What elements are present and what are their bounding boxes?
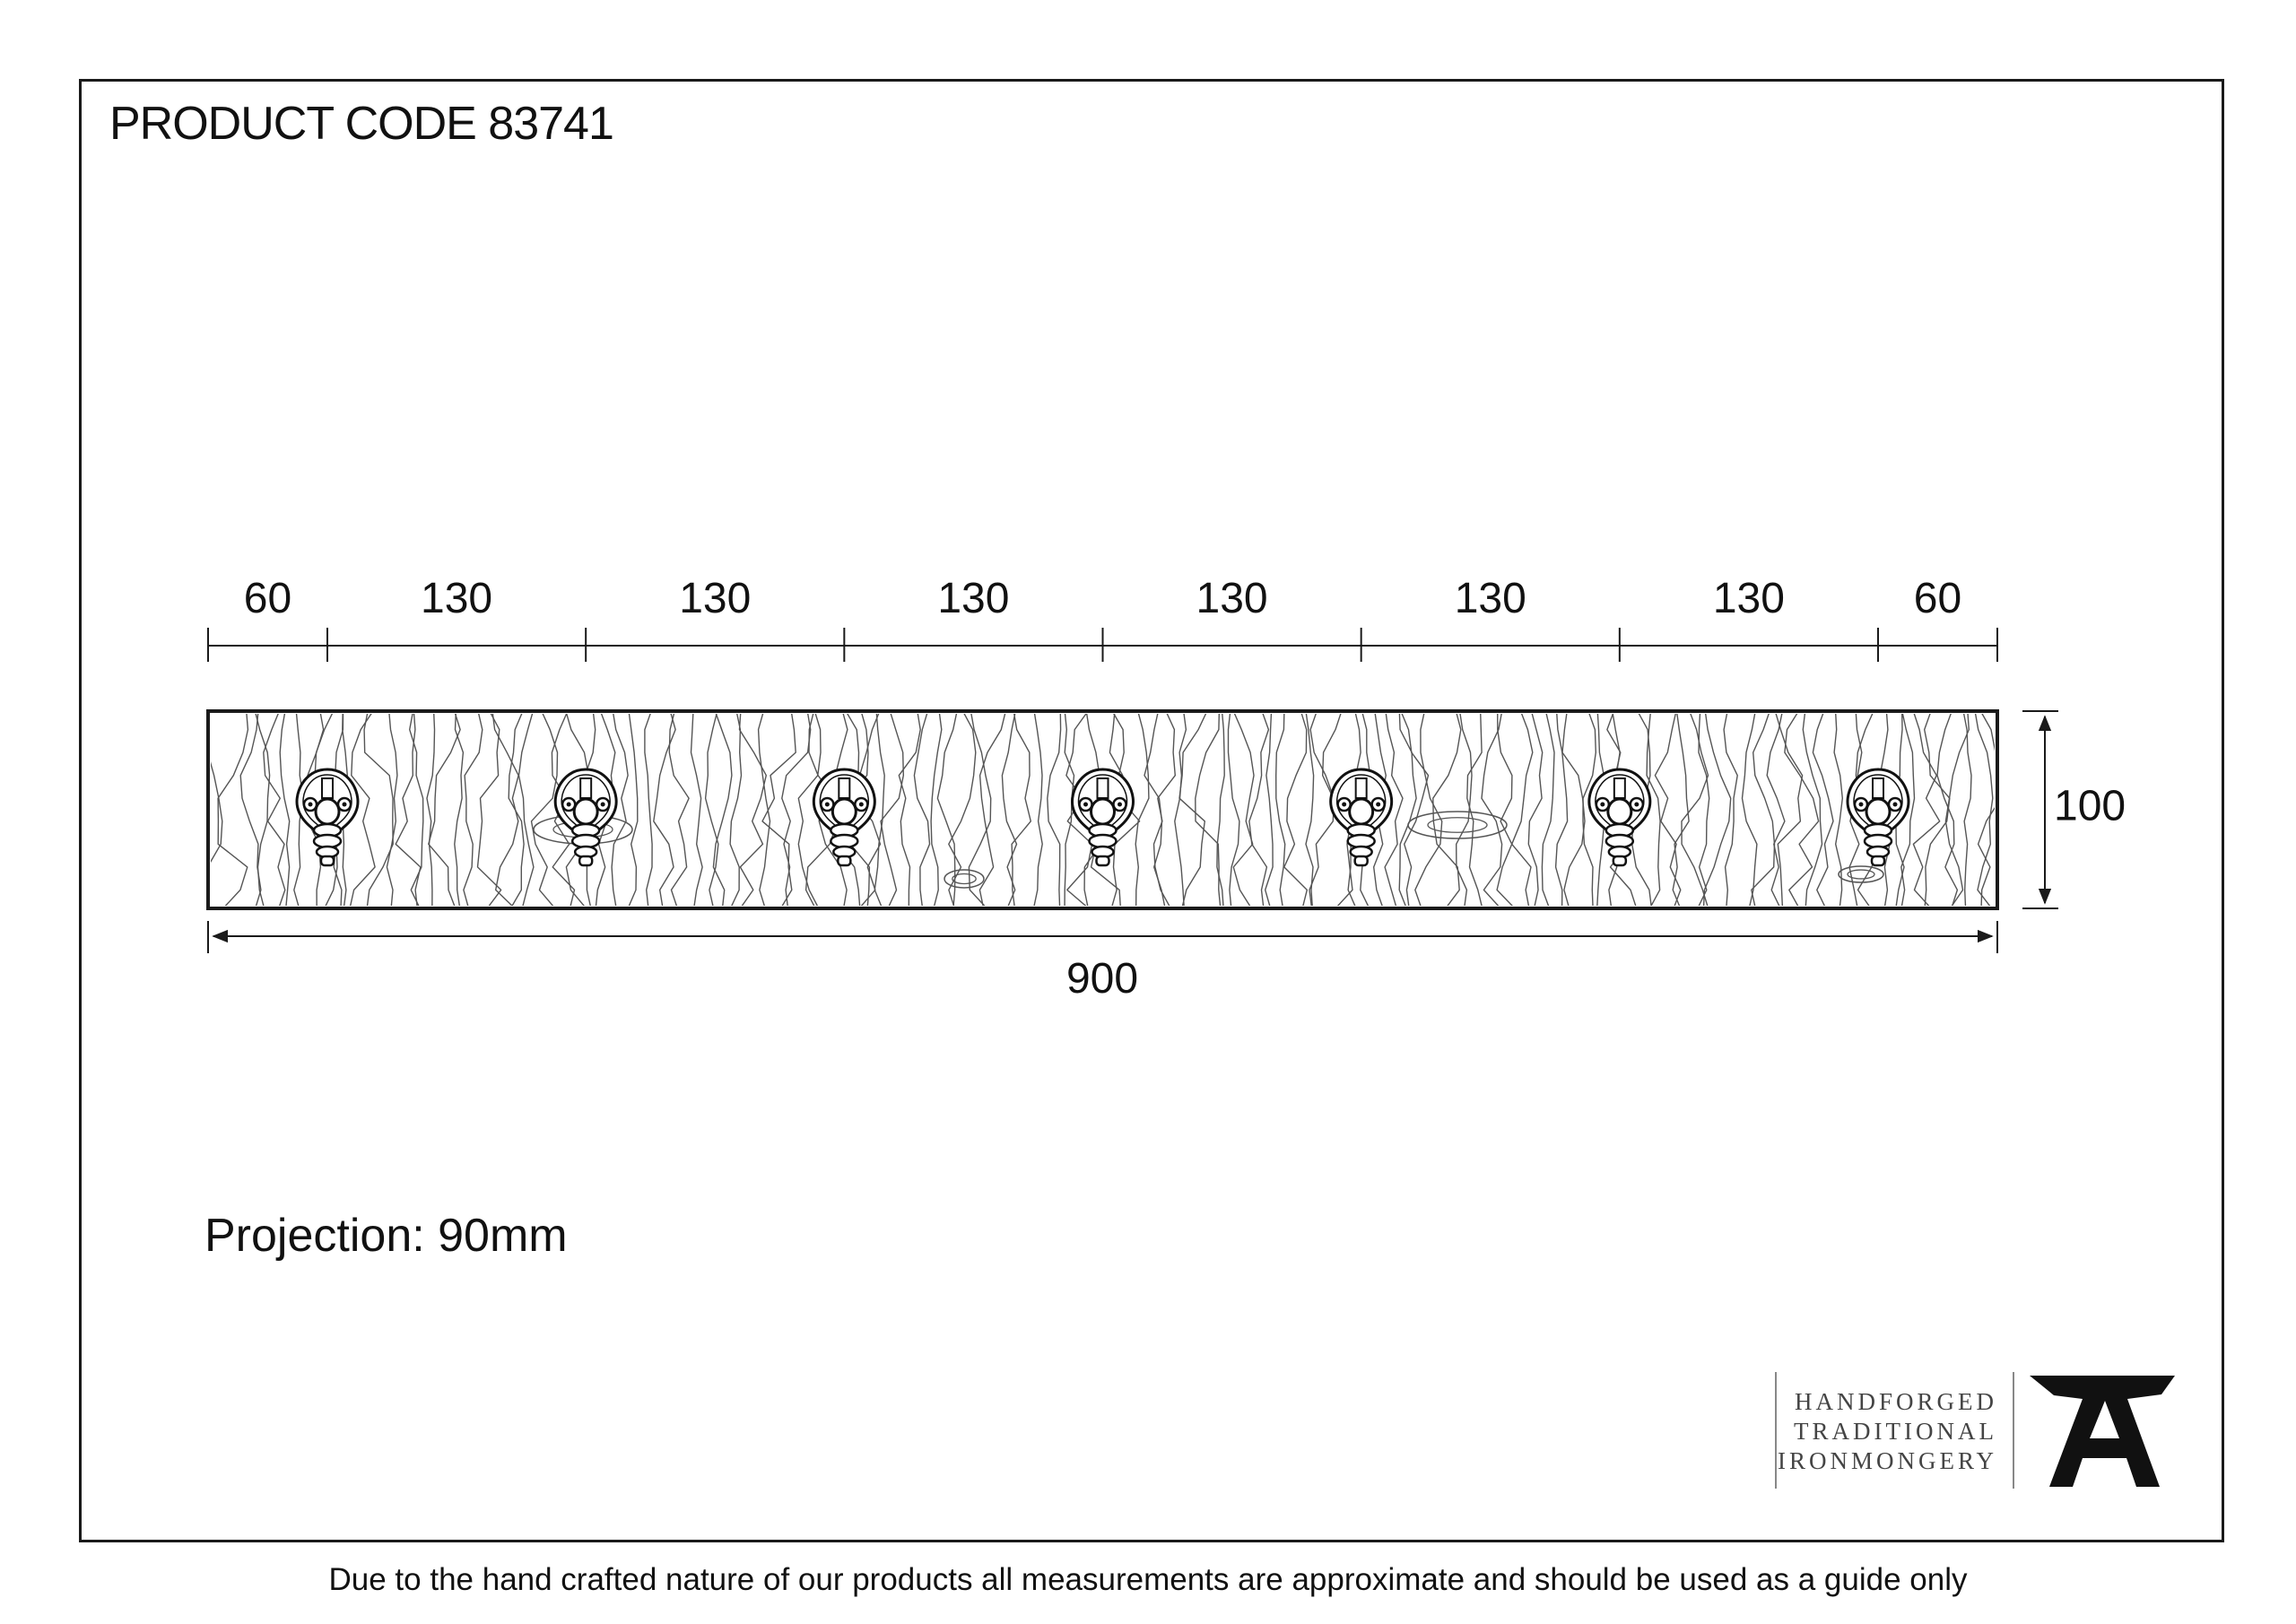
segment-label: 130 [421,575,493,622]
logo-line-2: TRADITIONAL [1794,1418,1997,1445]
overall-width-label: 900 [1065,955,1139,1003]
projection-note: Projection: 90mm [204,1210,568,1262]
logo-line-1: HANDFORGED [1794,1388,1997,1415]
disclaimer: Due to the hand crafted nature of our products all measurements are approximate and should be used as a guide only [328,1562,1968,1597]
anvil-a-icon [2030,1376,2175,1487]
spacing-dimension [208,575,1997,662]
segment-label: 130 [1712,575,1785,622]
height-dimension [2022,711,2126,908]
segment-label: 130 [679,575,752,622]
brand-logo [1776,1372,2175,1489]
product-code: PRODUCT CODE 83741 [109,98,613,150]
overall-width-dimension [208,921,1997,1003]
height-label: 100 [2054,782,2126,830]
segment-label: 60 [243,575,292,622]
logo-line-3: IRONMONGERY [1777,1447,1997,1474]
segment-label: 60 [1913,575,1962,622]
segment-label: 130 [937,575,1010,622]
segment-label: 130 [1196,575,1268,622]
segment-label: 130 [1454,575,1526,622]
